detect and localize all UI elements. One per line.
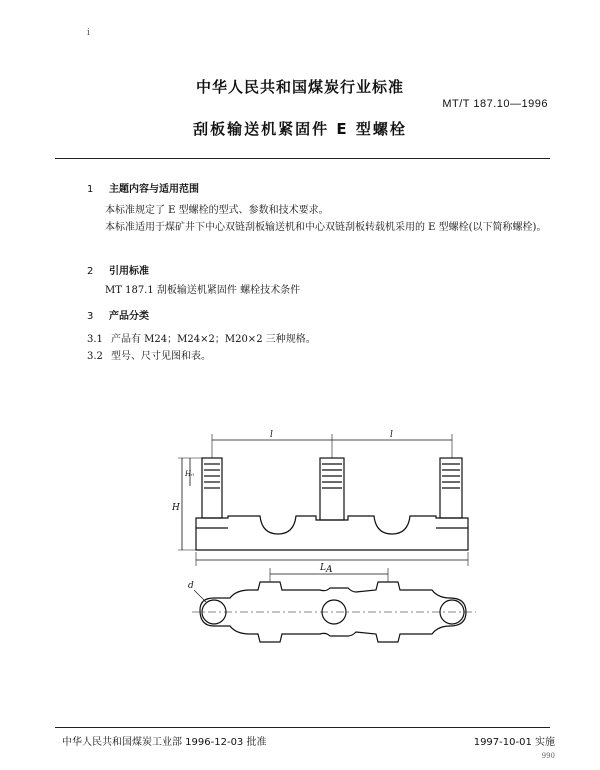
dim-H0: H₀ (185, 470, 194, 478)
approval-date: 中华人民共和国煤炭工业部 1996-12-03 批准 (62, 737, 267, 748)
section-1-paragraph-1: 本标准规定了 E 型螺栓的型式、参数和技术要求。 (105, 205, 329, 216)
middle-stud (320, 458, 344, 520)
section-number: 3 (87, 311, 94, 322)
section-title: 产品分类 (109, 311, 149, 322)
page-number: 990 (541, 752, 555, 760)
section-1-heading (87, 180, 199, 195)
clause-text: 产品有 M24；M24×2；M20×2 三种规格。 (111, 334, 316, 345)
document-title: 刮板输送机紧固件 E 型螺栓 (193, 120, 407, 138)
page-mark: i (87, 28, 90, 38)
dim-A-label: A (326, 565, 333, 575)
section-2-heading (87, 262, 149, 277)
standard-category: 中华人民共和国煤炭行业标准 (195, 78, 404, 96)
section-3-heading (87, 307, 149, 322)
dim-d: d (188, 581, 194, 591)
effective-date: 1997-10-01 实施 (473, 737, 555, 748)
bolt-drawing (170, 420, 490, 660)
dim-l-1: l (270, 430, 273, 440)
header-rule (55, 158, 550, 159)
section-number: 1 (87, 184, 94, 195)
section-2-paragraph-1: MT 187.1 刮板输送机紧固件 螺栓技术条件 (105, 285, 301, 296)
section-number: 2 (87, 266, 94, 277)
section-title: 引用标准 (109, 266, 149, 277)
dim-H: H (172, 503, 180, 513)
clause-number: 3.1 (87, 334, 103, 345)
dim-l-2: l (390, 430, 393, 440)
dim-L: L (320, 563, 326, 573)
footer-rule (55, 727, 550, 728)
section-1-paragraph-2: 本标准适用于煤矿井下中心双链刮板输送机和中心双链刮板转载机采用的 E 型螺栓(以下简称螺栓)。 (105, 222, 547, 233)
standard-number: MT/T 187.10—1996 (442, 98, 548, 110)
section-title: 主题内容与适用范围 (109, 184, 199, 195)
clause-3-2 (87, 347, 211, 362)
clause-number: 3.2 (87, 351, 103, 362)
base-bar (196, 516, 468, 550)
clause-text: 型号、尺寸见图和表。 (111, 351, 211, 362)
clause-3-1 (87, 330, 316, 345)
